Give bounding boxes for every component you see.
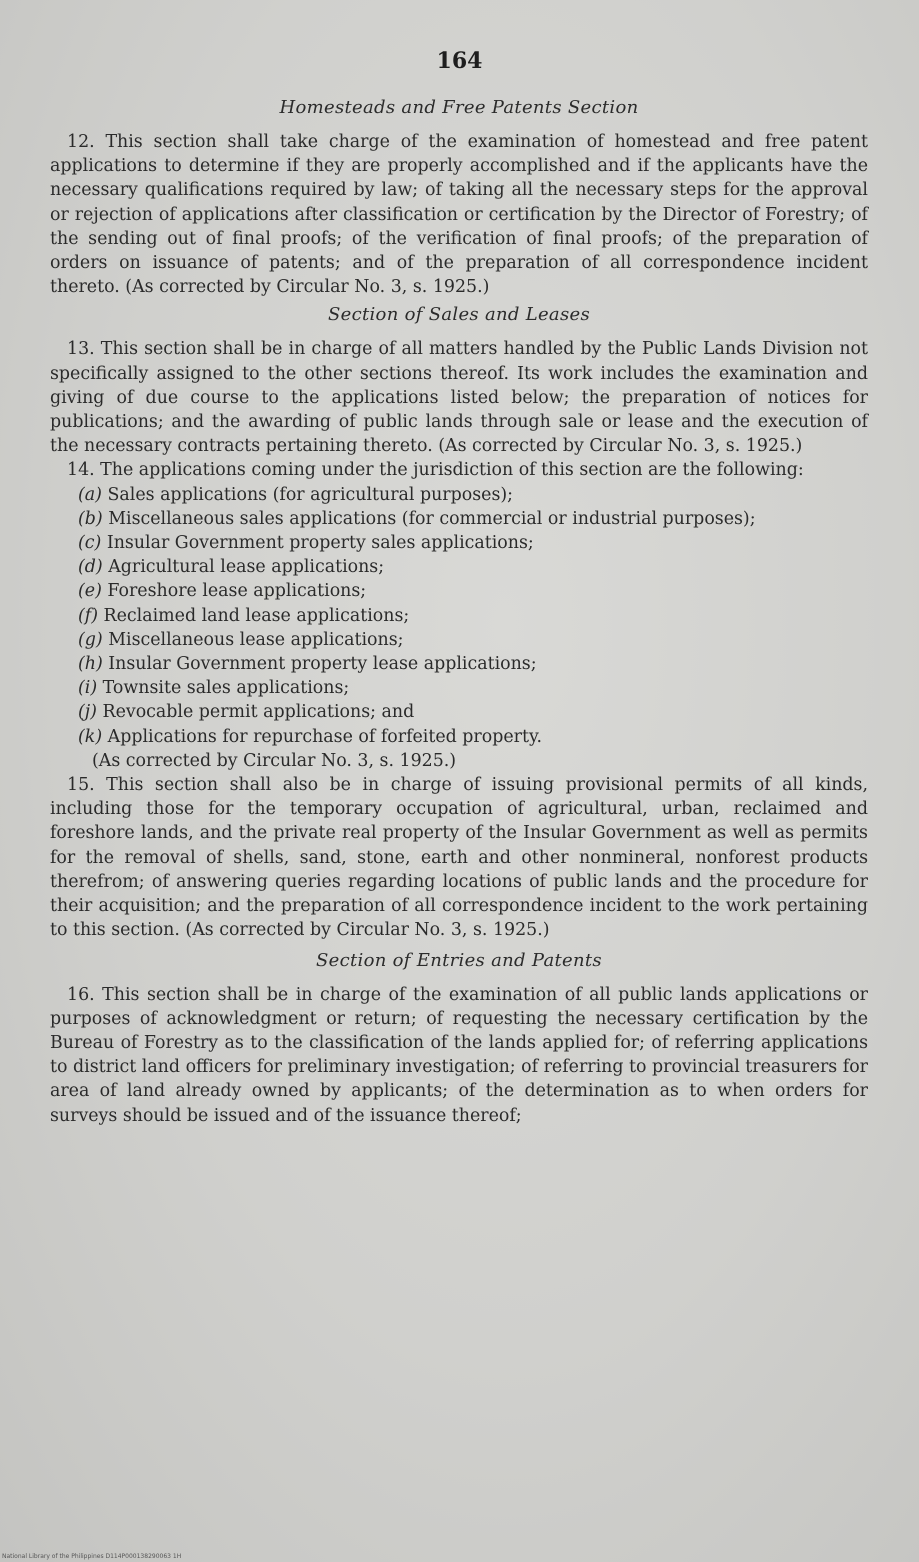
list-item-text: Applications for repurchase of forfeited property. <box>102 726 542 747</box>
list-item-letter: (g) <box>78 629 103 650</box>
paragraph-14: 14. The applications coming under the jurisdiction of this section are the following: <box>67 460 804 481</box>
page-content <box>50 96 868 1128</box>
list-item-letter: (j) <box>78 702 97 723</box>
list-item-text: Reclaimed land lease applications; <box>98 605 410 626</box>
library-footer: National Library of the Philippines D114P000138290063 1H <box>2 1553 182 1560</box>
list-item-text: Sales applications (for agricultural purposes); <box>101 484 514 505</box>
list-item <box>50 579 868 603</box>
section-heading-sales-leases: Section of Sales and Leases <box>328 304 590 326</box>
list-item <box>50 676 868 700</box>
list-item-text: Insular Government property lease applications; <box>102 654 537 675</box>
paragraph-13: 13. This section shall be in charge of all matters handled by the Public Lands Division not specifically assigned to the other sections thereof. Its work includes the examination and giving of due course to the applications listed below; the preparation of notices for publications; and the awarding of public lands through sale or lease and the execution of the necessary contracts pertaining thereto. (As corrected by Circular No. 3, s. 1925.) <box>50 339 868 457</box>
paragraph-12: 12. This section shall take charge of the examination of homestead and free patent applications to determine if they are properly accomplished and if the applicants have the necessary qualifications required by law; of taking all the necessary steps for the approval or rejection of applications after classification or certification by the Director of Forestry; of the sending out of final proofs; of the verification of final proofs; of the preparation of orders on issuance of patents; and of the preparation of all correspondence incident thereto. (As corrected by Circular No. 3, s. 1925.) <box>50 132 868 298</box>
list-item-text: Miscellaneous sales applications (for commercial or industrial purposes); <box>102 508 756 529</box>
list-item-letter: (b) <box>78 508 103 529</box>
list-item <box>50 700 868 724</box>
list-item <box>50 725 868 749</box>
list-item-letter: (f) <box>78 605 99 626</box>
page-number: 164 <box>436 48 483 74</box>
list-correction-note: (As corrected by Circular No. 3, s. 1925.) <box>92 750 457 771</box>
paragraph-16: 16. This section shall be in charge of the examination of all public lands applications or purposes of acknowledgment or return; of requesting the necessary certification by the Bureau of Forestry as to the classification of the lands applied for; of referring applications to district land officers for preliminary investigation; of referring to provincial treasurers for area of land already owned by applicants; of the determination as to when orders for surveys should be issued and of the issuance thereof; <box>50 984 868 1126</box>
list-item-text: Miscellaneous lease applications; <box>102 629 404 650</box>
paragraph-15: 15. This section shall also be in charge of issuing provisional permits of all kinds, including those for the temporary occupation of agricultural, urban, reclaimed and foreshore lands, and the private real property of the Insular Government as well as permits for the removal of shells, sand, stone, earth and other nonmineral, nonforest products therefrom; of answering queries regarding locations of public lands and the procedure for their acquisition; and the preparation of all correspondence incident to the work pertaining to this section. (As corrected by Circular No. 3, s. 1925.) <box>50 775 868 941</box>
list-item-text: Insular Government property sales applications; <box>101 533 534 554</box>
list-item <box>50 507 868 531</box>
list-item <box>50 555 868 579</box>
list-item <box>50 483 868 507</box>
list-item-letter: (k) <box>78 726 103 747</box>
list-item-letter: (c) <box>78 533 102 554</box>
list-item <box>50 531 868 555</box>
list-item-text: Townsite sales applications; <box>97 678 350 699</box>
section-heading-entries-patents: Section of Entries and Patents <box>316 949 602 971</box>
list-item <box>50 628 868 652</box>
list-item-letter: (a) <box>78 484 102 505</box>
list-item-text: Revocable permit applications; and <box>96 702 415 723</box>
list-item-text: Foreshore lease applications; <box>101 581 367 602</box>
list-item-text: Agricultural lease applications; <box>102 557 385 578</box>
applications-list <box>50 483 868 749</box>
list-item-letter: (h) <box>78 654 103 675</box>
list-item-letter: (d) <box>78 557 103 578</box>
list-item-letter: (e) <box>78 581 102 602</box>
list-item <box>50 652 868 676</box>
section-heading-homesteads: Homesteads and Free Patents Section <box>279 97 639 118</box>
list-item <box>50 604 868 628</box>
list-item-letter: (i) <box>78 678 98 699</box>
